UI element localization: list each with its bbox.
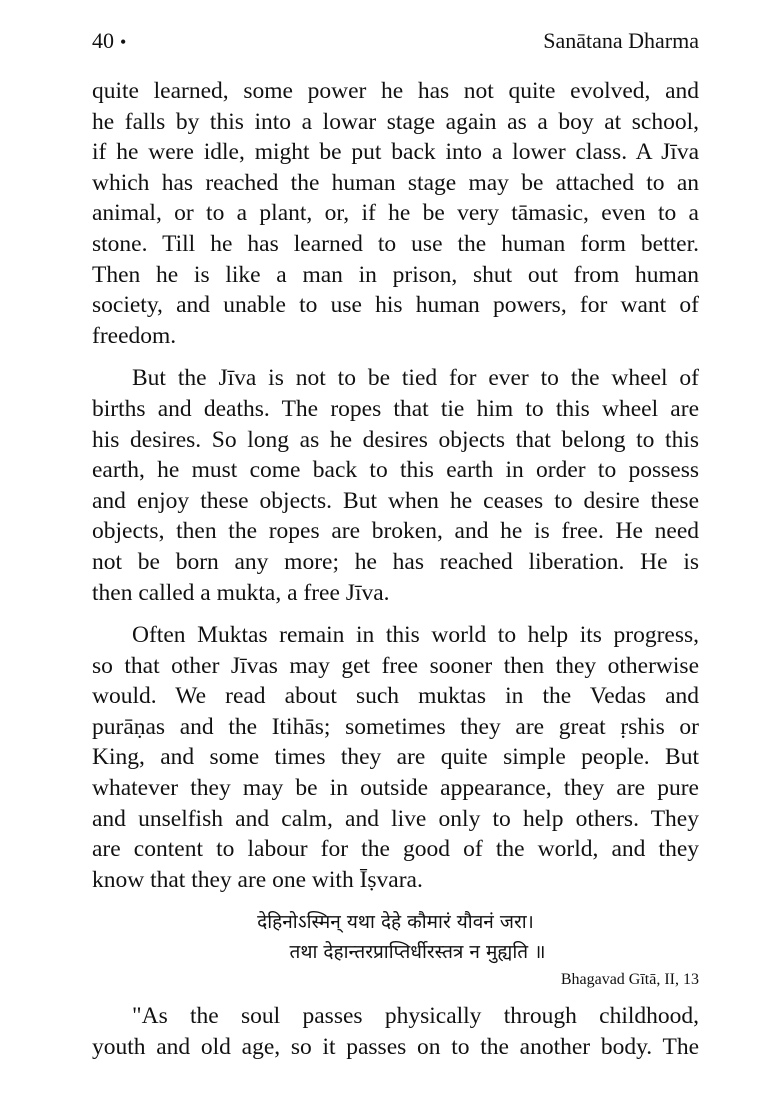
verse-line-1: देहिनोऽस्मिन् यथा देहे कौमारं यौवनं जरा। bbox=[257, 911, 534, 934]
paragraph-3 bbox=[92, 620, 699, 895]
text-line: if he were idle, might be put back into a lower class. A Jīva bbox=[92, 139, 699, 166]
sanskrit-verse bbox=[92, 907, 699, 967]
text-line: not be born any more; he has reached liberation. He is bbox=[92, 548, 699, 575]
text-line: King, and some times they are quite simple people. But bbox=[92, 744, 699, 771]
text-line: he falls by this into a lowar stage again as a boy at school, bbox=[92, 108, 699, 135]
verse-line-2: तथा देहान्तरप्राप्तिर्धीरस्तत्र न मुह्यति ॥ bbox=[289, 941, 546, 964]
bullet-separator: • bbox=[120, 32, 127, 52]
quote-paragraph bbox=[92, 1001, 699, 1062]
text-line: know that they are one with Īṣvara. bbox=[92, 866, 423, 893]
text-line: earth, he must come back to this earth in order to possess bbox=[92, 457, 699, 484]
text-line: But the Jīva is not to be tied for ever to the wheel of bbox=[132, 365, 699, 392]
text-line: "As the soul passes physically through childhood, bbox=[132, 1003, 699, 1030]
text-line: his desires. So long as he desires objects that belong to this bbox=[92, 426, 699, 453]
text-line: births and deaths. The ropes that tie him to this wheel are bbox=[92, 395, 699, 422]
text-line: Often Muktas remain in this world to help its progress, bbox=[132, 622, 699, 649]
paragraph-2 bbox=[92, 363, 699, 608]
text-line: and unselfish and calm, and live only to help others. They bbox=[92, 805, 699, 832]
folio bbox=[92, 28, 126, 54]
book-title: Sanātana Dharma bbox=[543, 28, 699, 53]
running-head bbox=[92, 28, 699, 64]
text-line: animal, or to a plant, or, if he be very tāmasic, even to a bbox=[92, 200, 699, 227]
text-line: society, and unable to use his human powers, for want of bbox=[92, 292, 699, 319]
paragraph-1 bbox=[92, 76, 699, 351]
text-line: Then he is like a man in prison, shut out from human bbox=[92, 261, 699, 288]
book-page bbox=[92, 28, 699, 1075]
text-line: youth and old age, so it passes on to the another body. The bbox=[92, 1034, 699, 1061]
text-line: freedom. bbox=[92, 322, 177, 349]
text-line: which has reached the human stage may be attached to an bbox=[92, 169, 699, 196]
text-line: objects, then the ropes are broken, and he is free. He need bbox=[92, 518, 699, 545]
text-line: then called a mukta, a free Jīva. bbox=[92, 579, 390, 606]
verse-citation: Bhagavad Gītā, II, 13 bbox=[560, 971, 699, 989]
text-line: so that other Jīvas may get free sooner then they otherwise bbox=[92, 652, 699, 679]
text-line: are content to labour for the good of the world, and they bbox=[92, 836, 699, 863]
text-line: purāṇas and the Itihās; sometimes they are great ṛshis or bbox=[92, 713, 699, 740]
page-number: 40 bbox=[92, 28, 114, 53]
text-line: quite learned, some power he has not quite evolved, and bbox=[92, 78, 699, 104]
text-line: would. We read about such muktas in the Vedas and bbox=[92, 683, 699, 710]
text-line: stone. Till he has learned to use the human form better. bbox=[92, 230, 699, 257]
text-line: and enjoy these objects. But when he ceases to desire these bbox=[92, 487, 699, 514]
text-line: whatever they may be in outside appearance, they are pure bbox=[92, 775, 699, 802]
